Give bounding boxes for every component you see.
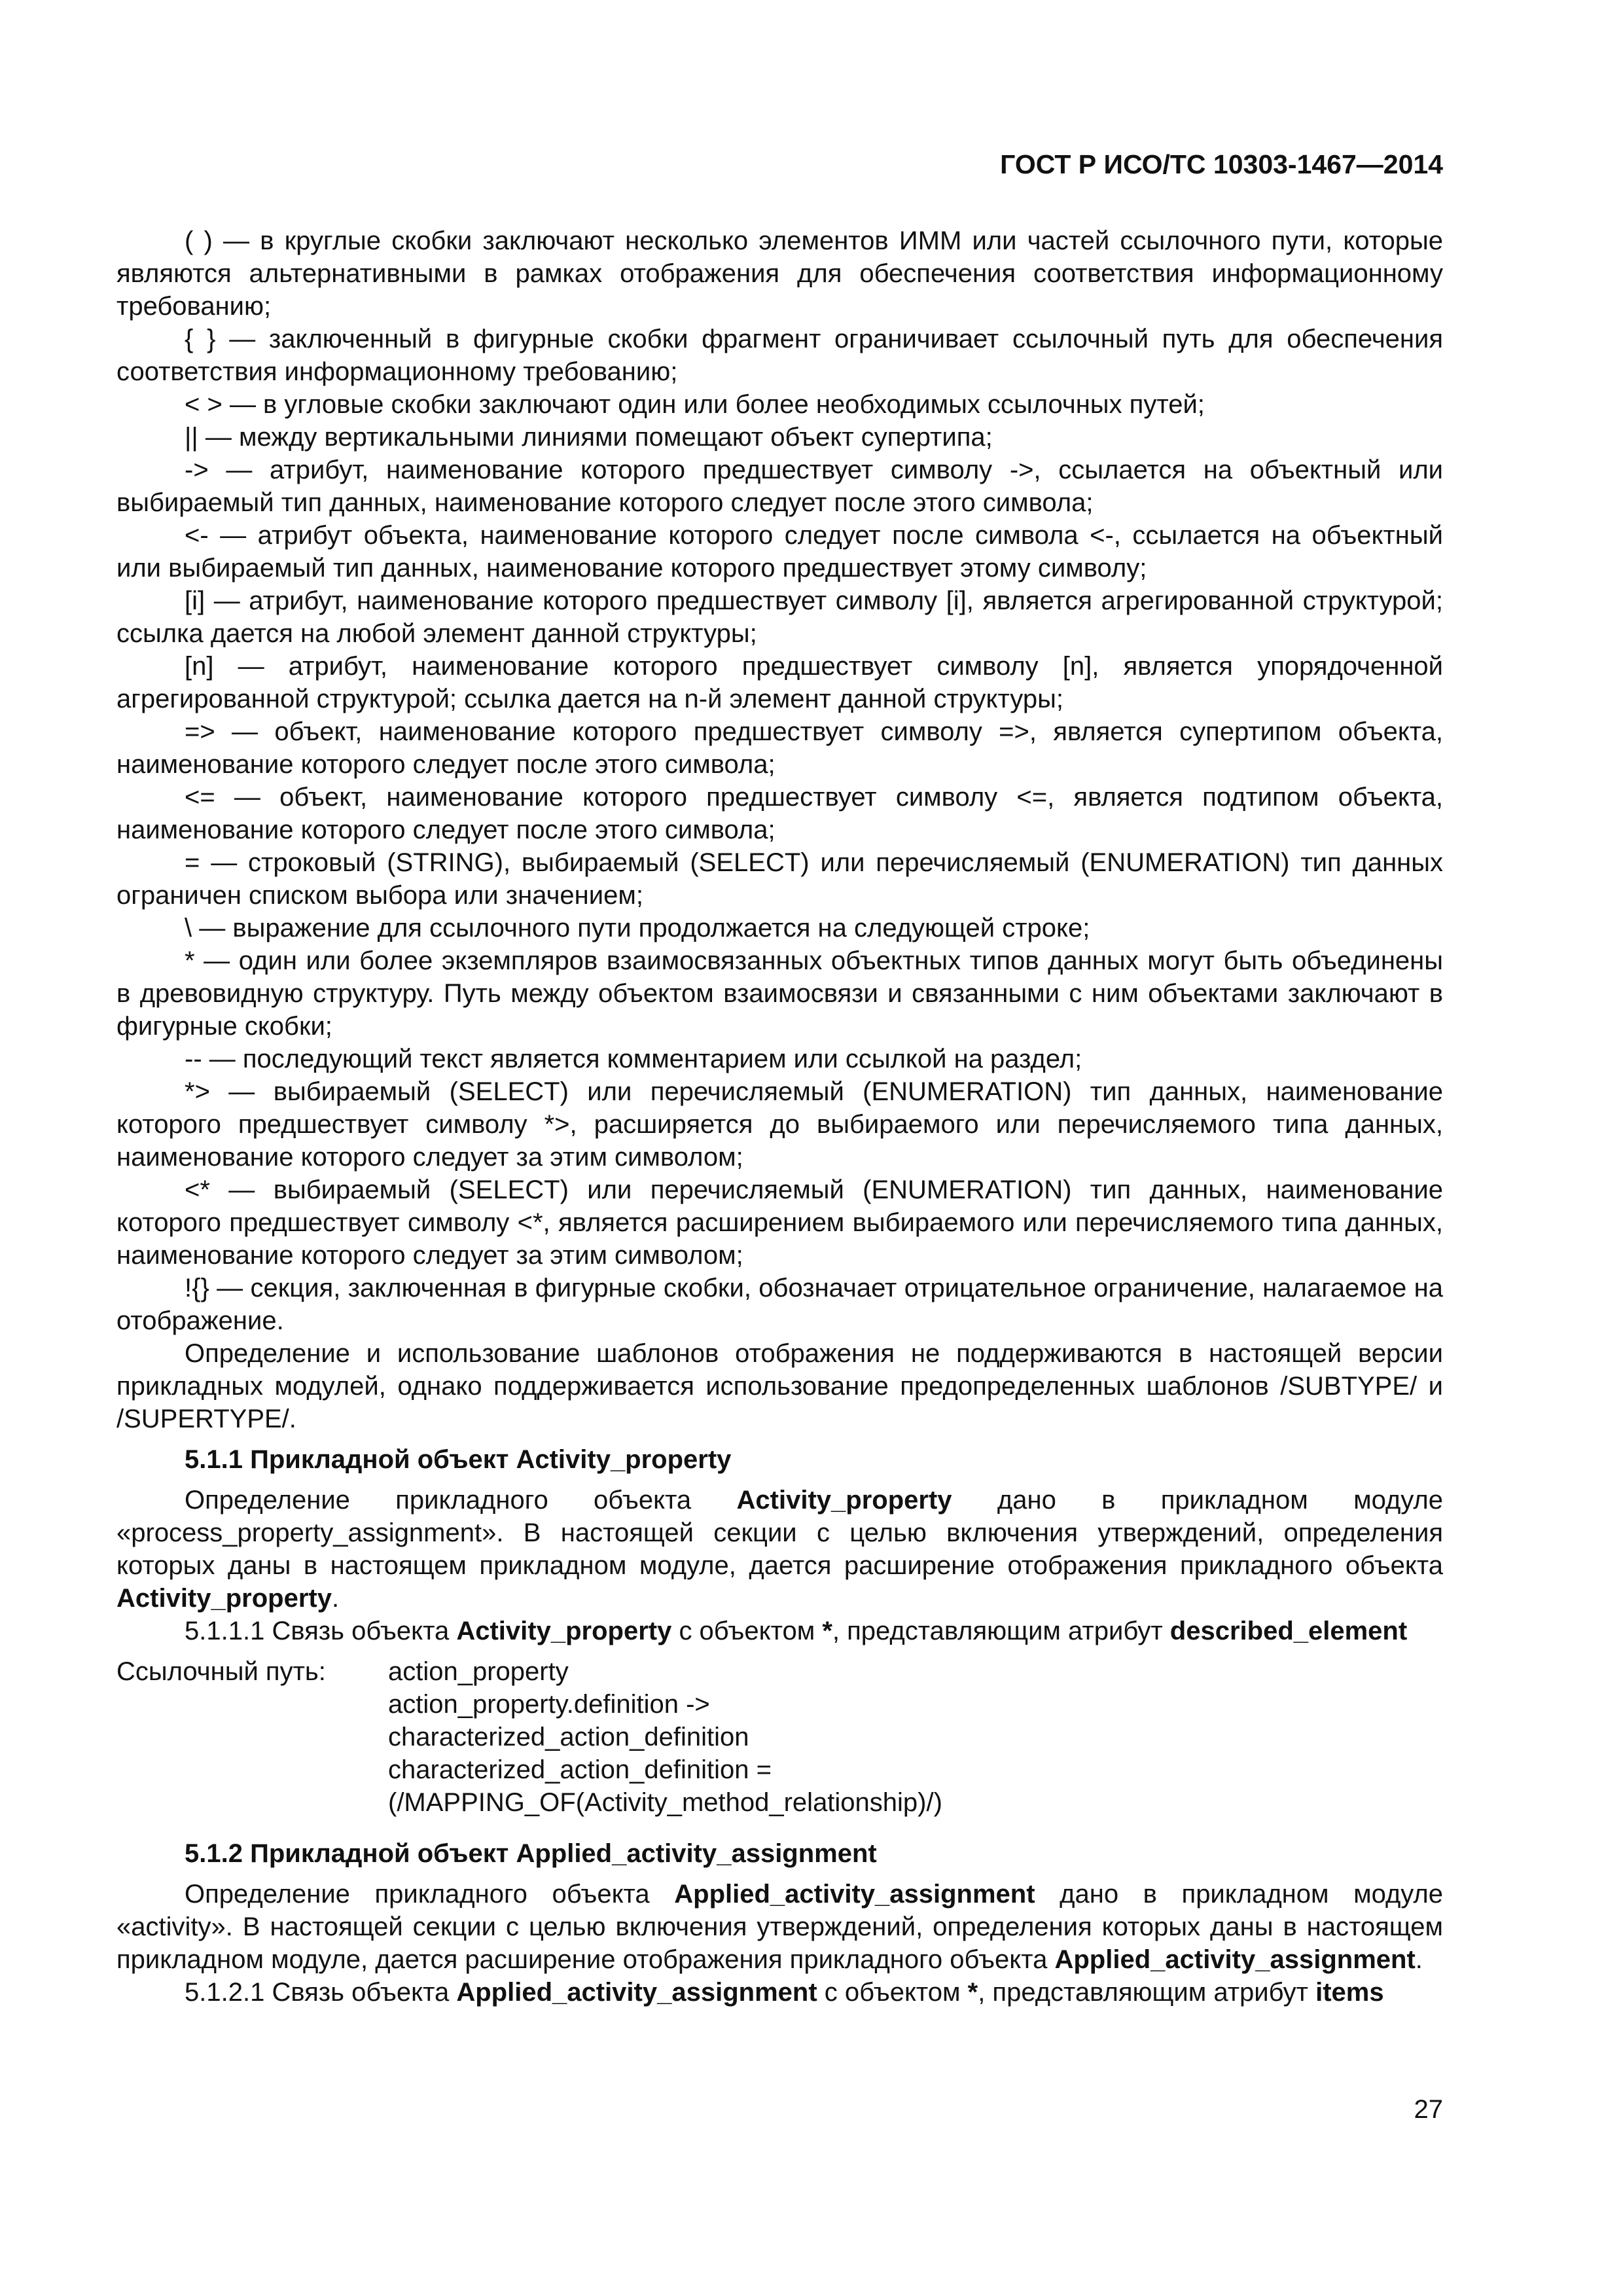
notation-item: * — один или более экземпляров взаимосвязанных объектных типов данных могут быть объединены в древовидную структуру. Путь между объектом взаимосвязи и связанными с ним объектами заключают в фигурные скобки; (116, 946, 1443, 1041)
standard-header: ГОСТ Р ИСО/ТС 10303-1467—2014 (1000, 149, 1443, 179)
notation-item: = — строковый (STRING), выбираемый (SELECT) или перечисляемый (ENUMERATION) тип данных ограничен списком выбора или значением; (116, 848, 1443, 910)
notation-item: [n] — атрибут, наименование которого предшествует символу [n], является упорядоченной агрегированной структурой; ссылка дается на n-й элемент данной структуры; (116, 652, 1443, 713)
page-number: 27 (1414, 2095, 1443, 2124)
notation-item: => — объект, наименование которого предшествует символу =>, является супертипом объекта, наименование которого следует после этого символа; (116, 717, 1443, 779)
reference-path-lines (388, 1655, 942, 1819)
page-body (116, 224, 1443, 2009)
reference-path-line: (/MAPPING_OF(Activity_method_relationship)/) (388, 1788, 942, 1817)
section-heading-5-1-2: 5.1.2 Прикладной объект Applied_activity_assignment (185, 1839, 877, 1868)
reference-path-line: characterized_action_definition = (388, 1755, 772, 1784)
notation-item: ( ) — в круглые скобки заключают несколько элементов ИММ или частей ссылочного пути, которые являются альтернативными в рамках отображения для обеспечения соответствия информационному требованию; (116, 226, 1443, 321)
notation-item: -> — атрибут, наименование которого предшествует символу ->, ссылается на объектный или выбираемый тип данных, наименование которого следует после этого символа; (116, 456, 1443, 517)
reference-path-line: action_property.definition -> (388, 1690, 710, 1719)
notation-item: *> — выбираемый (SELECT) или перечисляемый (ENUMERATION) тип данных, наименование которого предшествует символу *>, расширяется до выбираемого или перечисляемого типа данных, наименование которого следует за этим символом; (116, 1077, 1443, 1172)
notation-item: -- — последующий текст является комментарием или ссылкой на раздел; (185, 1045, 1082, 1073)
notation-item: <- — атрибут объекта, наименование которого следует после символа <-, ссылается на объектный или выбираемый тип данных, наименование которого предшествует этому символу; (116, 521, 1443, 583)
notation-item: <* — выбираемый (SELECT) или перечисляемый (ENUMERATION) тип данных, наименование которого предшествует символу <*, является расширением выбираемого или перечисляемого типа данных, наименование которого следует за этим символом; (116, 1175, 1443, 1270)
notation-item: <= — объект, наименование которого предшествует символу <=, является подтипом объекта, наименование которого следует после этого символа; (116, 783, 1443, 844)
reference-path-label: Ссылочный путь: (116, 1657, 326, 1686)
templates-note: Определение и использование шаблонов отображения не поддерживаются в настоящей версии прикладных модулей, однако поддерживается использование предопределенных шаблонов /SUBTYPE/ и /SUPERTYPE/. (116, 1339, 1443, 1433)
notation-item: !{} — секция, заключенная в фигурные скобки, обозначает отрицательное ограничение, налагаемое на отображение. (116, 1274, 1443, 1335)
section-paragraph-5-1-2: Определение прикладного объекта Applied_activity_assignment дано в прикладном модуле «activity». В настоящей секции с целью включения утверждений, определения которых даны в настоящем прикладном модуле, дается расширение отображения прикладного объекта Applied_activity_assignment. (116, 1880, 1443, 1974)
reference-path-line: action_property (388, 1657, 569, 1686)
reference-path-line: characterized_action_definition (388, 1723, 749, 1751)
reference-path-block (116, 1655, 1443, 1819)
notation-item: [i] — атрибут, наименование которого предшествует символу [i], является агрегированной структурой; ссылка дается на любой элемент данной структуры; (116, 586, 1443, 648)
subsection-5-1-1-1: 5.1.1.1 Связь объекта Activity_property с объектом *, представляющим атрибут described_element (185, 1617, 1408, 1645)
section-heading-5-1-1: 5.1.1 Прикладной объект Activity_property (185, 1445, 732, 1474)
subsection-5-1-2-1: 5.1.2.1 Связь объекта Applied_activity_assignment с объектом *, представляющим атрибут items (185, 1978, 1384, 2007)
section-paragraph-5-1-1: Определение прикладного объекта Activity_property дано в прикладном модуле «process_property_assignment». В настоящей секции с целью включения утверждений, определения которых даны в настоящем прикладном модуле, дается расширение отображения прикладного объекта Activity_property. (116, 1486, 1444, 1613)
notation-item: < > — в угловые скобки заключают один или более необходимых ссылочных путей; (185, 390, 1205, 419)
notation-item: { } — заключенный в фигурные скобки фрагмент ограничивает ссылочный путь для обеспечения соответствия информационному требованию; (116, 325, 1443, 386)
notation-item: || — между вертикальными линиями помещают объект супертипа; (185, 423, 993, 452)
notation-item: \ — выражение для ссылочного пути продолжается на следующей строке; (185, 914, 1090, 942)
